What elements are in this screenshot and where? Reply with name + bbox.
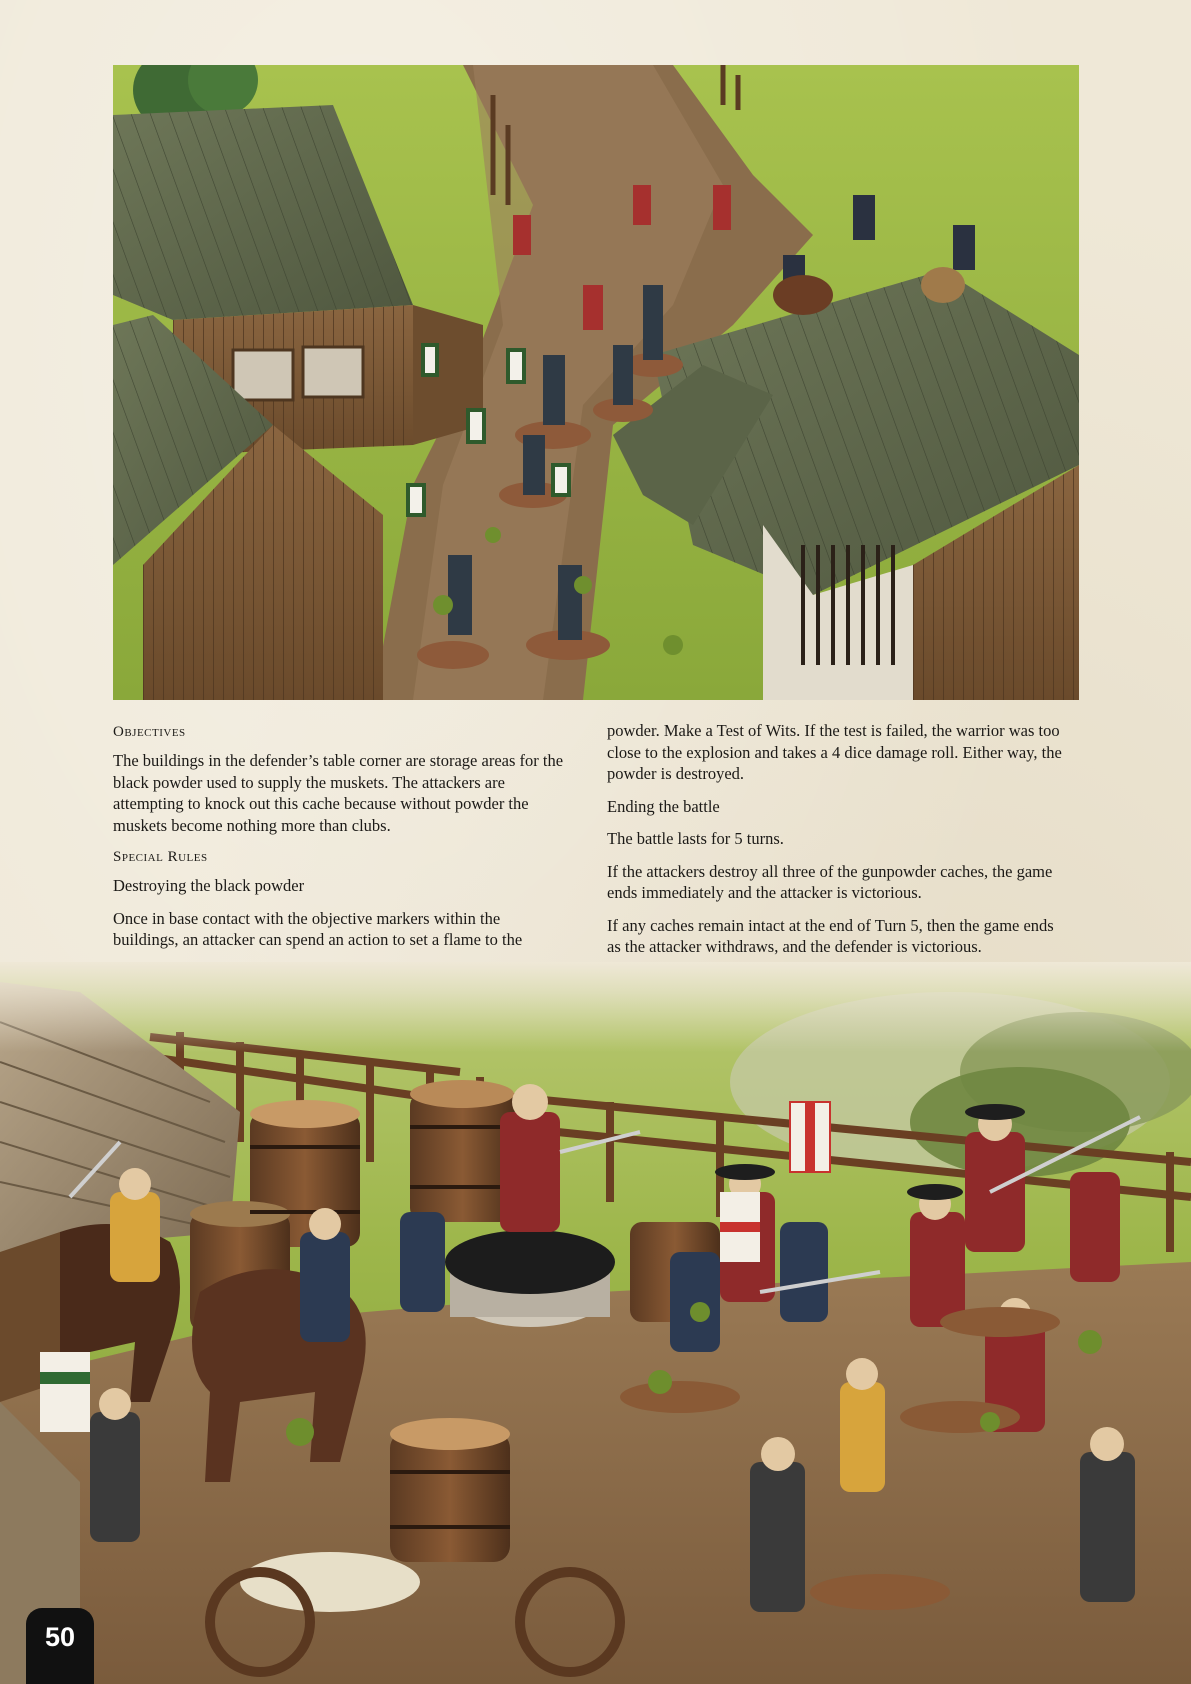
objectives-heading: Objectives xyxy=(113,724,186,740)
turns-paragraph: The battle lasts for 5 turns. xyxy=(607,829,784,848)
destroying-powder-paragraph: Once in base contact with the objective markers within the buildings, an attacker can spend an action to set a flame to the xyxy=(113,908,523,949)
special-rules-heading: Special Rules xyxy=(113,849,208,865)
destroying-powder-subheading: Destroying the black powder xyxy=(113,876,305,895)
page-number-tab xyxy=(26,1608,94,1684)
test-of-wits-paragraph: powder. Make a Test of Wits. If the test is failed, the warrior was too close to the explosion and takes a 4 dice damage roll. Either way, the powder is destroyed. xyxy=(607,721,1062,783)
left-text-column xyxy=(113,720,568,962)
objectives-paragraph: The buildings in the defender’s table corner are storage areas for the black powder used to supply the muskets. The attackers are attempting to knock out this cache because without powder the muskets become nothing more than clubs. xyxy=(113,751,564,835)
bottom-photo-fade xyxy=(0,962,1191,1052)
defender-victory-paragraph: If any caches remain intact at the end of Turn 5, then the game ends as the attacker withdraws, and the defender is victorious. xyxy=(607,915,1054,956)
ending-battle-subheading: Ending the battle xyxy=(607,796,720,816)
page-number: 50 xyxy=(44,1622,76,1652)
attacker-victory-paragraph: If the attackers destroy all three of the gunpowder caches, the game ends immediately and the attacker is victorious. xyxy=(607,861,1053,902)
top-miniatures-photo xyxy=(113,65,1079,700)
rules-text xyxy=(113,720,1079,970)
bottom-miniatures-photo xyxy=(0,962,1191,1684)
right-text-column xyxy=(607,720,1062,969)
